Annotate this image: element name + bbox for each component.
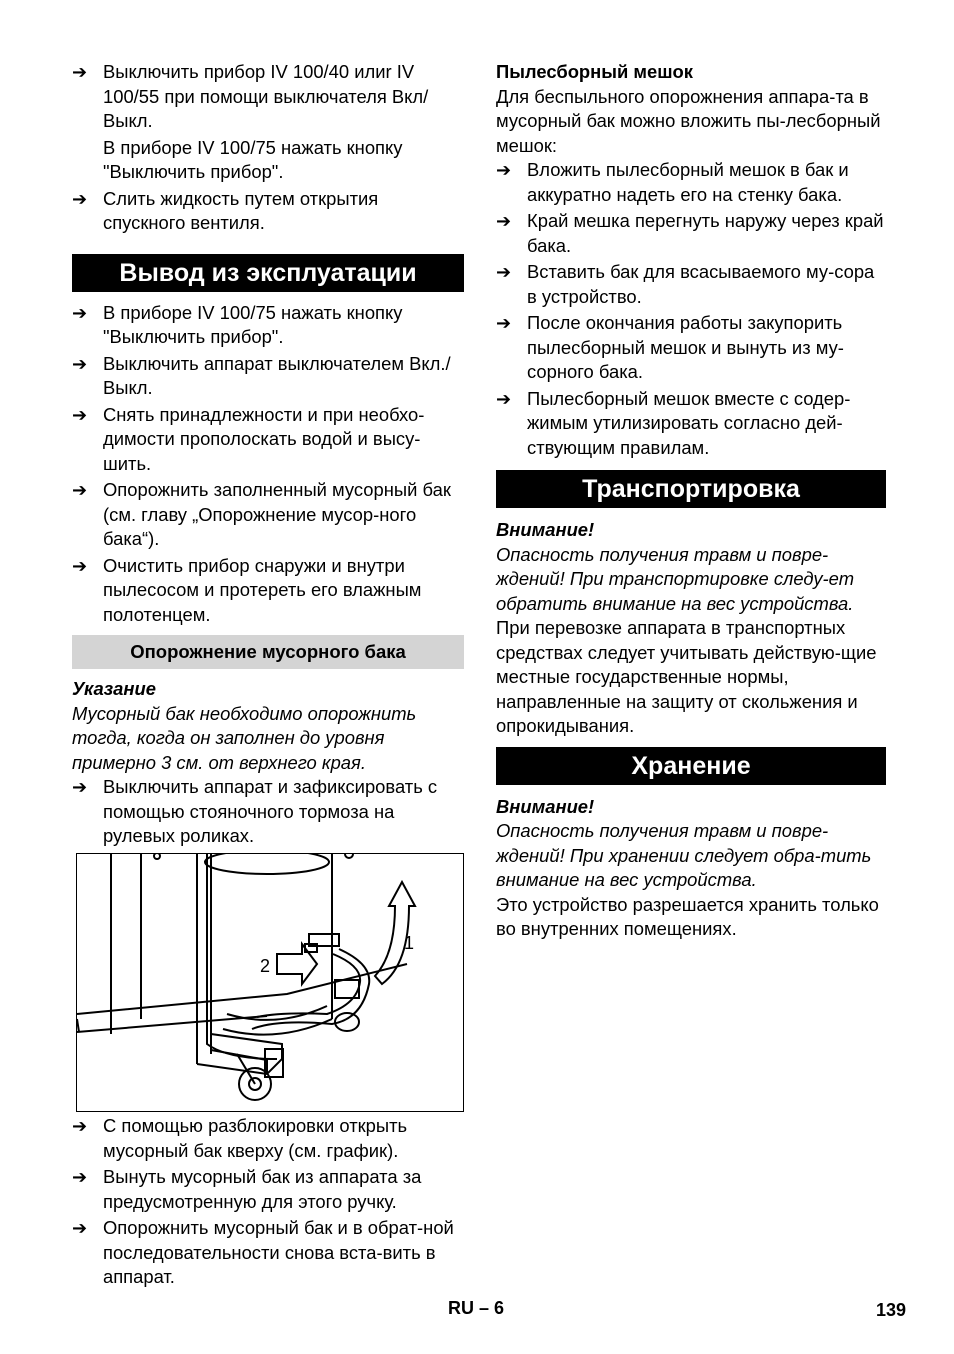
list-subtext: В приборе IV 100/75 нажать кнопку "Выключить прибор". [103, 136, 403, 182]
list-item: ➔ Край мешка перегнуть наружу через край бака. [496, 210, 884, 256]
arrow-right-icon: ➔ [496, 160, 512, 180]
section-heading: Транспортировка [496, 470, 886, 508]
figure-label-1: 1 [404, 933, 415, 953]
footer-page-number: 139 [876, 1300, 907, 1320]
warning-text: Опасность получения травм и повре-ждений! При хранении следует обра-тить внимание на вес устройства. [496, 820, 872, 890]
section-heading: Вывод из эксплуатации [72, 254, 464, 292]
arrow-right-icon: ➔ [496, 262, 512, 282]
list-item: ➔ Пылесборный мешок вместе с содер-жимым утилизировать согласно дей-ствующим правилам. [496, 387, 851, 458]
section-heading: Хранение [496, 747, 886, 785]
hint-title: Указание [72, 678, 156, 699]
list-item: ➔ Выключить прибор IV 100/40 илиr IV 100/55 при помощи выключателя Вкл/Выкл. [72, 61, 429, 131]
list-item: ➔ Опорожнить мусорный бак и в обрат-ной последовательности снова вста-вить в аппарат. [72, 1217, 454, 1287]
arrow-right-icon: ➔ [72, 777, 88, 797]
list-item: ➔ Вставить бак для всасываемого му-сора в устройство. [496, 261, 875, 307]
arrow-right-icon: ➔ [72, 480, 88, 500]
arrow-right-icon: ➔ [496, 211, 512, 231]
storage-text: Это устройство разрешается хранить только во внутренних помещениях. [496, 893, 879, 939]
footer-language-page: RU – 6 [448, 1298, 505, 1318]
arrow-right-icon: ➔ [72, 1218, 88, 1238]
subsection-heading: Опорожнение мусорного бака [72, 635, 464, 669]
list-item: ➔ Опорожнить заполненный мусорный бак (см. главу „Опорожнение мусор-ного бака“). [72, 479, 451, 549]
arrow-right-icon: ➔ [496, 388, 512, 409]
left-column [72, 60, 464, 851]
warning-text: Опасность получения травм и повре-ждений! При транспортировке следу-ет обратить внимание на вес устройства. [496, 543, 855, 614]
list-item: ➔ Снять принадлежности и при необхо-димости прополоскать водой и высу-шить. [72, 403, 425, 474]
arrow-right-icon: ➔ [72, 404, 88, 425]
list-item: ➔ Вложить пылесборный мешок в бак и аккуратно надеть его на стенку бака. [496, 159, 849, 205]
arrow-right-icon: ➔ [72, 62, 88, 82]
warning-title: Внимание! [496, 795, 595, 817]
list-item: ➔ В приборе IV 100/75 нажать кнопку "Выключить прибор". [72, 301, 403, 347]
arrow-right-icon: ➔ [72, 1116, 88, 1136]
list-item: ➔ После окончания работы закупорить пылесборный мешок и вынуть из му-сорного бака. [496, 312, 844, 382]
arrow-right-icon: ➔ [72, 353, 88, 374]
list-item: ➔ Выключить аппарат и зафиксировать с помощью стояночного тормоза на рулевых роликах. [72, 776, 438, 846]
arrow-right-icon: ➔ [72, 1167, 88, 1187]
list-item: ➔ Вынуть мусорный бак из аппарата за предусмотренную для этого ручку. [72, 1166, 422, 1212]
left-column-bottom [72, 1114, 464, 1292]
warning-title: Внимание! [496, 519, 595, 540]
arrow-right-icon: ➔ [72, 302, 88, 323]
arrow-right-icon: ➔ [72, 188, 88, 209]
list-item: ➔ Очистить прибор снаружи и внутри пылесосом и протереть его влажным полотенцем. [72, 554, 422, 625]
figure-label-2: 2 [260, 956, 271, 976]
arrow-right-icon: ➔ [72, 555, 88, 576]
arrow-right-icon: ➔ [496, 313, 512, 333]
bag-title: Пылесборный мешок [496, 61, 693, 82]
right-column [496, 60, 886, 942]
list-item: ➔ С помощью разблокировки открыть мусорный бак кверху (см. график). [72, 1115, 408, 1161]
illustration-figure [76, 853, 464, 1112]
vacuum-cleaner-illustration [77, 854, 463, 1111]
bag-intro: Для беспыльного опорожнения аппара-та в мусорный бак можно вложить пы-лесборный мешок: [496, 85, 881, 156]
list-item: ➔ Слить жидкость путем открытия спускного вентиля. [72, 187, 379, 233]
hint-text: Мусорный бак необходимо опорожнить тогда, когда он заполнен до уровня примерно 3 см. от верхнего края. [72, 702, 417, 773]
transport-text: При перевозке аппарата в транспортных средствах следует учитывать действую-щие местные государственные нормы, направленные на защиту от скольжения и опрокидывания. [496, 617, 877, 736]
list-item: ➔ Выключить аппарат выключателем Вкл./Выкл. [72, 352, 451, 398]
